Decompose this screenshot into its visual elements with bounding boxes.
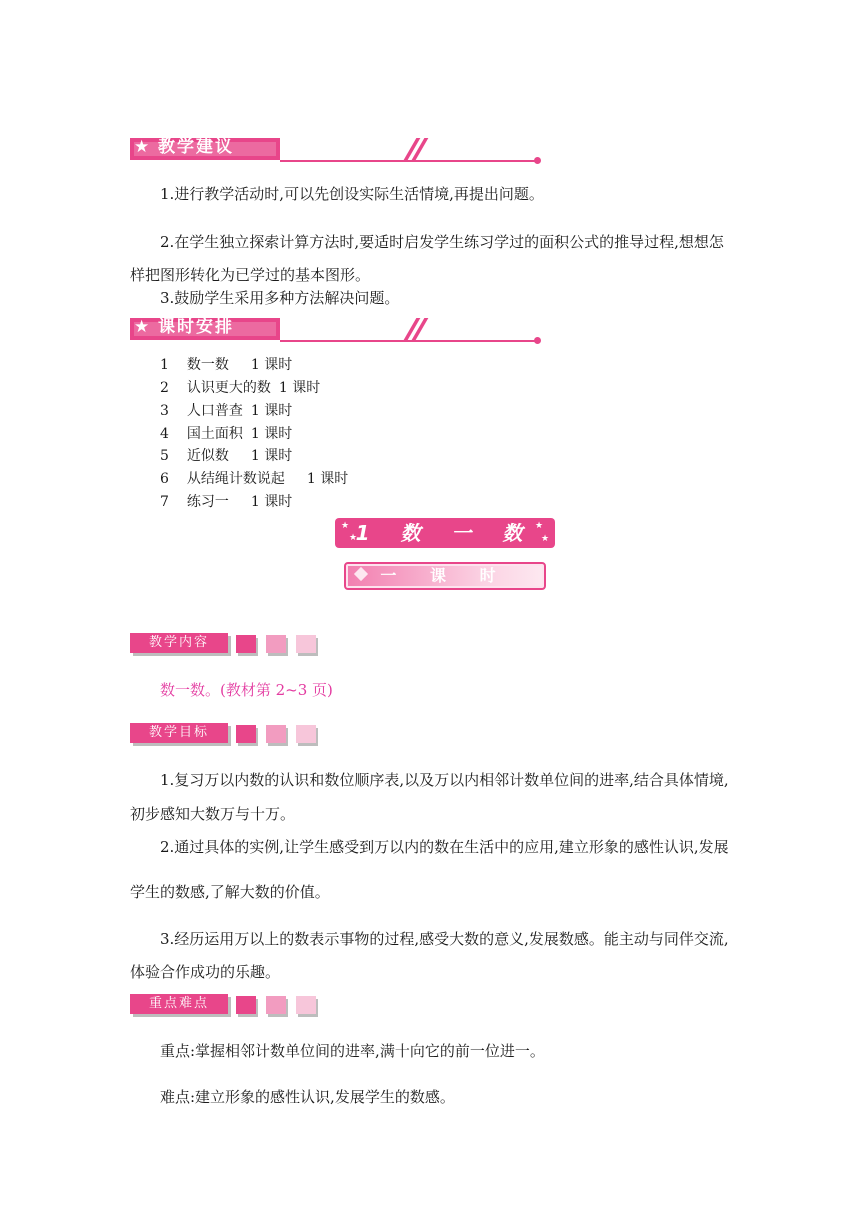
section-title: 课时安排 [158, 317, 234, 337]
focus-text: 重点:掌握相邻计数单位间的进率,满十向它的前一位进一。 [160, 1042, 545, 1060]
star-icon: ★ [341, 521, 350, 531]
suggestion-1: 1.进行教学活动时,可以先创设实际生活情境,再提出问题。 [160, 185, 544, 203]
goal-3: 3.经历运用万以上的数表示事物的过程,感受大数的意义,发展数感。能主动与同伴交流, [160, 930, 729, 948]
lesson-title: 1 数 一 数 [355, 521, 535, 545]
header-dot [534, 157, 541, 164]
tag-label: 教学目标 [148, 725, 209, 740]
header-dot [534, 337, 541, 344]
suggestion-2: 2.在学生独立探索计算方法时,要适时启发学生练习学过的面积公式的推导过程,想想怎 [160, 233, 724, 251]
star-icon: ★ [535, 521, 544, 531]
lesson-period: 一 课 时 [380, 566, 510, 585]
section-title: 教学建议 [158, 137, 234, 157]
goal-2-cont: 学生的数感,了解大数的价值。 [130, 883, 330, 901]
schedule-row: 7 练习一 1 课时 [160, 494, 293, 510]
suggestion-3: 3.鼓励学生采用多种方法解决问题。 [160, 289, 400, 307]
schedule-row: 6 从结绳计数说起 1 课时 [160, 471, 349, 487]
goal-1-cont: 初步感知大数万与十万。 [130, 805, 296, 823]
lesson-period-banner [344, 562, 546, 590]
section-header-teaching-suggestions [130, 136, 420, 166]
goal-3-cont: 体验合作成功的乐趣。 [130, 963, 281, 981]
star-icon: ★ [134, 137, 150, 157]
tag-key-points [130, 994, 330, 1020]
schedule-row: 5 近似数 1 课时 [160, 448, 293, 464]
schedule-row: 3 人口普查 1 课时 [160, 403, 293, 419]
star-icon: ★ [134, 317, 150, 337]
goal-2: 2.通过具体的实例,让学生感受到万以内的数在生活中的应用,建立形象的感性认识,发展 [160, 838, 729, 856]
tag-label: 重点难点 [148, 996, 209, 1011]
suggestion-2-cont: 样把图形转化为已学过的基本图形。 [130, 266, 371, 284]
header-rule [280, 340, 538, 342]
star-icon: ★ [349, 533, 358, 543]
schedule-row: 4 国土面积 1 课时 [160, 426, 293, 442]
tag-teaching-goals [130, 723, 330, 749]
schedule-row: 1 数一数 1 课时 [160, 357, 293, 373]
difficulty-text: 难点:建立形象的感性认识,发展学生的数感。 [160, 1088, 455, 1106]
goal-1: 1.复习万以内数的认识和数位顺序表,以及万以内相邻计数单位间的进率,结合具体情境, [160, 771, 729, 789]
section-header-schedule [130, 316, 420, 346]
content-text: 数一数。(教材第 2~3 页) [160, 681, 333, 699]
header-rule [280, 160, 538, 162]
schedule-row: 2 认识更大的数 1 课时 [160, 380, 321, 396]
tag-teaching-content [130, 633, 330, 659]
tag-label: 教学内容 [148, 635, 209, 650]
star-icon: ★ [541, 534, 550, 544]
lesson-title-banner [335, 518, 555, 548]
